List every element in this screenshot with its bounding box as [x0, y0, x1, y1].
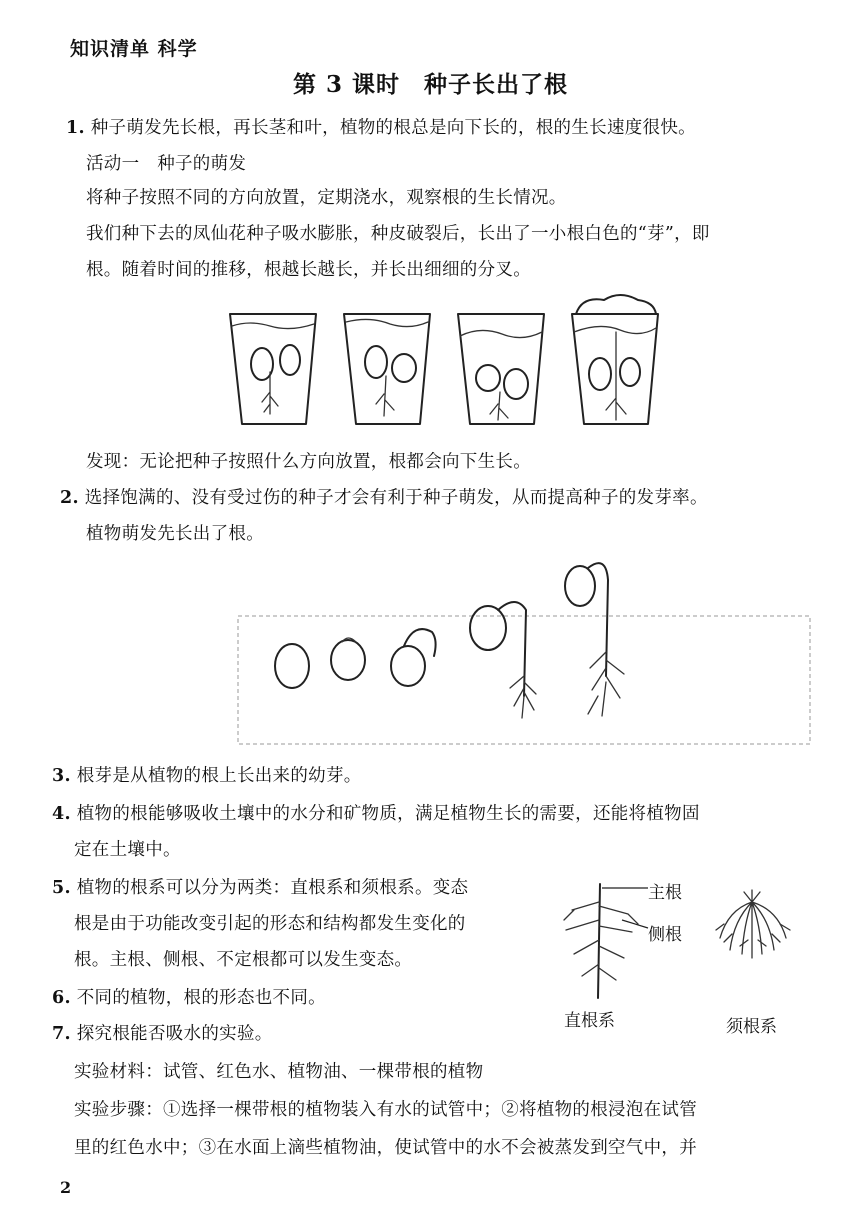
item-2: [60, 484, 708, 509]
item-4: [52, 800, 700, 825]
item-number: 6.: [52, 988, 71, 1008]
page-number: 2: [60, 1178, 72, 1197]
lesson-title: 第 3 课时 种子长出了根: [292, 71, 569, 98]
item-number: 3.: [52, 766, 71, 786]
item-text: 种子萌发先长根，再长茎和叶，植物的根总是向下长的，根的生长速度很快。: [90, 118, 696, 138]
item-number: 1.: [66, 118, 85, 138]
item-number: 2.: [60, 488, 79, 508]
experiment-materials: 实验材料：试管、红色水、植物油、一棵带根的植物: [74, 1062, 484, 1082]
item-2-continued: 植物萌发先长出了根。: [86, 524, 264, 544]
item-number: 5.: [52, 878, 71, 898]
item-text: 选择饱满的、没有受过伤的种子才会有利于种子萌发，从而提高种子的发芽率。: [84, 488, 708, 508]
cup-1: [230, 314, 316, 424]
main-root-label: 主根: [648, 883, 682, 903]
finding: 发现：无论把种子按照什么方向放置，根都会向下生长。: [86, 452, 531, 472]
experiment-steps: 实验步骤：①选择一棵带根的植物装入有水的试管中；②将植物的根浸泡在试管: [74, 1100, 697, 1120]
item-5-continued: 根。主根、侧根、不定根都可以发生变态。: [74, 950, 413, 970]
item-text: 不同的植物，根的形态也不同。: [76, 988, 326, 1008]
item-text: 植物的根能够吸收土壤中的水分和矿物质，满足植物生长的需要，还能将植物固: [76, 804, 700, 824]
experiment-steps-continued: 里的红色水中；③在水面上滴些植物油，使试管中的水不会被蒸发到空气中，并: [74, 1138, 697, 1158]
root-systems-diagram: [552, 880, 812, 1010]
seed-germination-sequence-illustration: [236, 556, 816, 746]
item-6: [52, 984, 326, 1009]
item-5: [52, 874, 468, 899]
germination-cups-illustration: [220, 292, 670, 432]
item-number: 7.: [52, 1024, 71, 1044]
paragraph-line: 根。随着时间的推移，根越长越长，并长出细细的分叉。: [86, 260, 531, 280]
cup-3: [458, 314, 544, 424]
taproot-drawing: [564, 884, 648, 998]
item-text: 探究根能否吸水的实验。: [76, 1024, 273, 1044]
fibrous-root-drawing: [716, 890, 790, 958]
item-number: 4.: [52, 804, 71, 824]
fibrous-root-caption: 须根系: [726, 1017, 777, 1037]
lateral-root-label: 侧根: [648, 925, 682, 945]
cup-4: [572, 295, 658, 424]
item-7: [52, 1020, 273, 1045]
item-text: 根芽是从植物的根上长出来的幼芽。: [76, 766, 362, 786]
book-header: 知识清单 科学: [70, 38, 198, 60]
activity-step: 将种子按照不同的方向放置，定期浇水，观察根的生长情况。: [86, 188, 567, 208]
item-5-continued: 根是由于功能改变引起的形态和结构都发生变化的: [74, 914, 466, 934]
cup-2: [344, 314, 430, 424]
paragraph-line: 我们种下去的凤仙花种子吸水膨胀，种皮破裂后，长出了一小根白色的“芽”，即: [86, 224, 710, 244]
item-text: 植物的根系可以分为两类：直根系和须根系。变态: [76, 878, 469, 898]
item-3: [52, 762, 362, 787]
taproot-caption: 直根系: [564, 1011, 615, 1031]
activity-title: 活动一 种子的萌发: [86, 154, 247, 174]
item-4-continued: 定在土壤中。: [74, 840, 181, 860]
item-1: [66, 114, 696, 139]
